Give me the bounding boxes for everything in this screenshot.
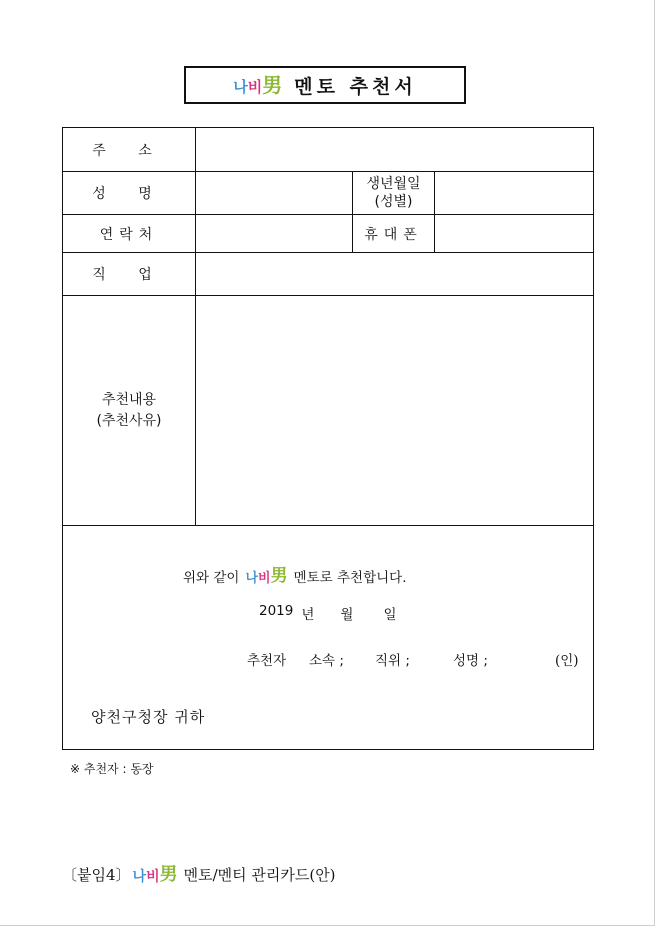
position-label: 직위 ; [375,653,410,669]
attachment-logo: 나 비 男 [132,863,178,885]
title-text: 멘토 추천서 [294,75,417,98]
job-label: 직 업 [92,267,166,283]
recommender-label: 추천자 [247,653,287,669]
logo-nam: 男 [262,73,283,97]
date-year-unit: 년 [301,607,315,623]
logo-na: 나 [233,78,248,96]
addressee: 양천구청장 귀하 [91,708,206,726]
row-address [63,128,593,172]
address-field[interactable] [195,128,593,171]
job-field[interactable] [195,253,593,295]
row-name [63,172,593,215]
mobile-label: 휴대폰 [352,215,434,252]
date-year: 2019 [259,603,294,619]
mobile-field[interactable] [434,215,593,252]
affiliation-label: 소속 ; [309,653,344,669]
reason-label: 추천내용 (추천사유) [96,391,162,429]
contact-field[interactable] [195,215,352,252]
statement-logo: 나 비 男 [245,565,288,586]
attachment-heading [62,864,336,885]
attachment-suffix: 멘토/멘티 관리카드(안) [183,866,336,884]
footnote: ※ 추천자 : 동장 [70,762,154,776]
row-reason [63,296,593,526]
contact-label: 연락처 [99,226,159,243]
name-label: 성 명 [92,186,166,202]
reason-field[interactable] [195,296,593,525]
date-day-unit: 일 [383,607,397,623]
attachment-prefix: 〔붙임4〕 [62,866,131,884]
row-job [63,253,593,296]
statement-line [183,566,407,586]
birth-label: 생년월일 (성별) [352,172,434,214]
date-line [259,603,397,623]
logo-bi: 비 [247,78,263,96]
address-label: 주 소 [92,142,166,159]
recommender-name-label: 성명 ; [453,653,488,669]
nabinam-logo [233,75,282,95]
date-month-unit: 월 [340,607,354,623]
name-field[interactable] [195,172,352,214]
statement-suffix: 멘토로 추천합니다. [293,570,407,586]
statement-prefix: 위와 같이 [183,570,240,586]
document-title [184,66,466,104]
recommendation-form [62,127,594,750]
birth-field[interactable] [434,172,593,214]
row-contact [63,215,593,253]
seal-mark: (인) [555,653,579,669]
